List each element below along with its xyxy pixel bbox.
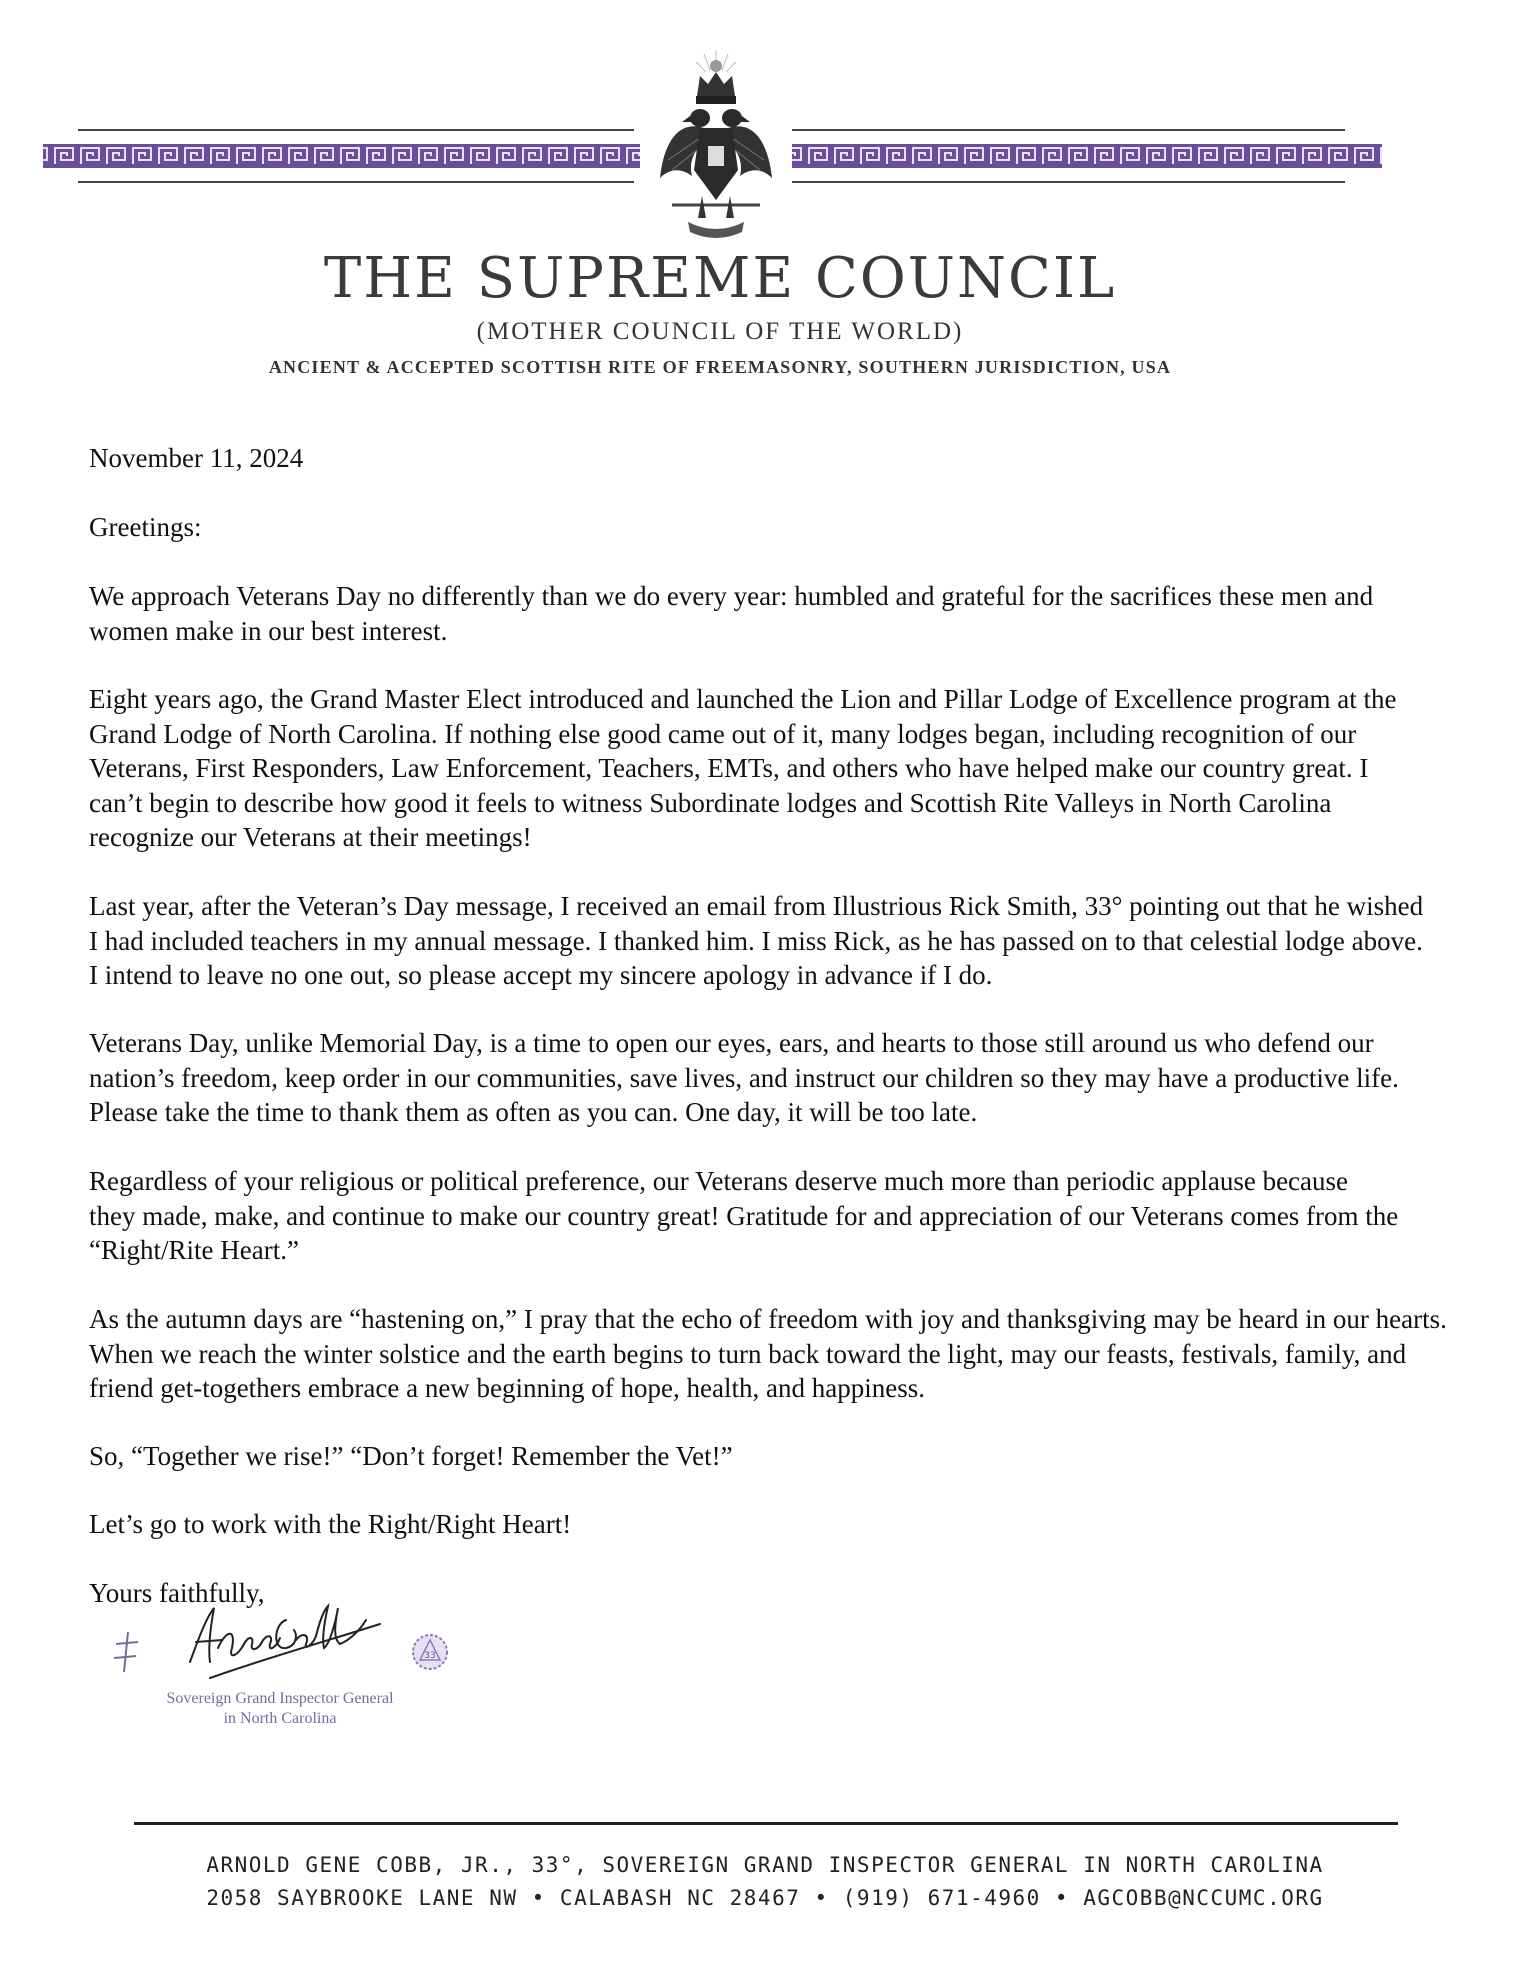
footer-name-line: ARNOLD GENE COBB, JR., 33°, SOVEREIGN GRAND INSPECTOR GENERAL IN NORTH CAROLINA bbox=[206, 1853, 1324, 1877]
paragraph-4: Veterans Day, unlike Memorial Day, is a time to open our eyes, ears, and hearts to those still around us who defend our nation’s freedom, keep order in our communities, save lives, and instruct our children so they may have a productive life. Please take the time to thank them as often as you can. One day, it will be too late. bbox=[89, 1028, 1399, 1127]
signature-caption-location: in North Carolina bbox=[223, 1710, 337, 1727]
paragraph-3: Last year, after the Veteran’s Day message, I received an email from Illustrious Rick Smith, 33° pointing out that he wished I had included teachers in my annual message. I thanked him. I miss Rick, as he has passed on to that celestial lodge above. I intend to leave no one out, so please accept my sincere apology in advance if I do. bbox=[89, 891, 1424, 990]
right-greek-key-band bbox=[792, 144, 1382, 168]
footer-contact-line: 2058 SAYBROOKE LANE NW • CALABASH NC 28467 • (919) 671-4960 • AGCOBB@NCCUMC.ORG bbox=[206, 1886, 1324, 1910]
letter-date: November 11, 2024 bbox=[89, 443, 304, 473]
paragraph-5: Regardless of your religious or political preference, our Veterans deserve much more than periodic applause because they made, make, and continue to make our country great! Gratitude for and appreciation of our Veterans comes from the “Right/Rite Heart.” bbox=[89, 1166, 1399, 1265]
letter-greeting: Greetings: bbox=[89, 512, 202, 542]
letterhead bbox=[0, 0, 1530, 390]
paragraph-1: We approach Veterans Day no differently than we do every year: humbled and grateful for the sacrifices these men and women make in our best interest. bbox=[89, 581, 1374, 646]
paragraph-6: As the autumn days are “hastening on,” I pray that the echo of freedom with joy and thanksgiving may be heard in our hearts. When we reach the winter solstice and the earth begins to turn back toward the light, may our feasts, festivals, family, and friend get-togethers embrace a new beginning of hope, health, and happiness. bbox=[89, 1304, 1447, 1403]
seal-text: 33 bbox=[424, 1651, 436, 1661]
footer-divider bbox=[134, 1822, 1398, 1825]
letterhead-band bbox=[0, 0, 1530, 250]
signature-caption-title: Sovereign Grand Inspector General bbox=[166, 1690, 394, 1707]
letter-closing: Yours faithfully, bbox=[89, 1578, 265, 1608]
paragraph-7: So, “Together we rise!” “Don’t forget! Remember the Vet!” bbox=[89, 1441, 733, 1471]
paragraph-8: Let’s go to work with the Right/Right Heart! bbox=[89, 1509, 572, 1539]
paragraph-2: Eight years ago, the Grand Master Elect introduced and launched the Lion and Pillar Lodge of Excellence program at the Grand Lodge of North Carolina. If nothing else good came out of it, many lodges began, including recognition of our Veterans, First Responders, Law Enforcement, Teachers, EMTs, and others who have helped make our country great. I can’t begin to describe how good it feels to witness Subordinate lodges and Scottish Rite Valleys in North Carolina recognize our Veterans at their meetings! bbox=[89, 684, 1397, 852]
org-subtitle: (MOTHER COUNCIL OF THE WORLD) bbox=[476, 318, 964, 345]
signature-block bbox=[110, 1600, 470, 1730]
degree-seal-icon bbox=[410, 1630, 450, 1674]
left-greek-key-band bbox=[43, 144, 640, 168]
org-title: THE SUPREME COUNCIL bbox=[323, 246, 1117, 311]
double-headed-eagle-icon bbox=[660, 50, 772, 238]
org-tagline: ANCIENT & ACCEPTED SCOTTISH RITE OF FREEMASONRY, SOUTHERN JURISDICTION, USA bbox=[268, 357, 1172, 377]
